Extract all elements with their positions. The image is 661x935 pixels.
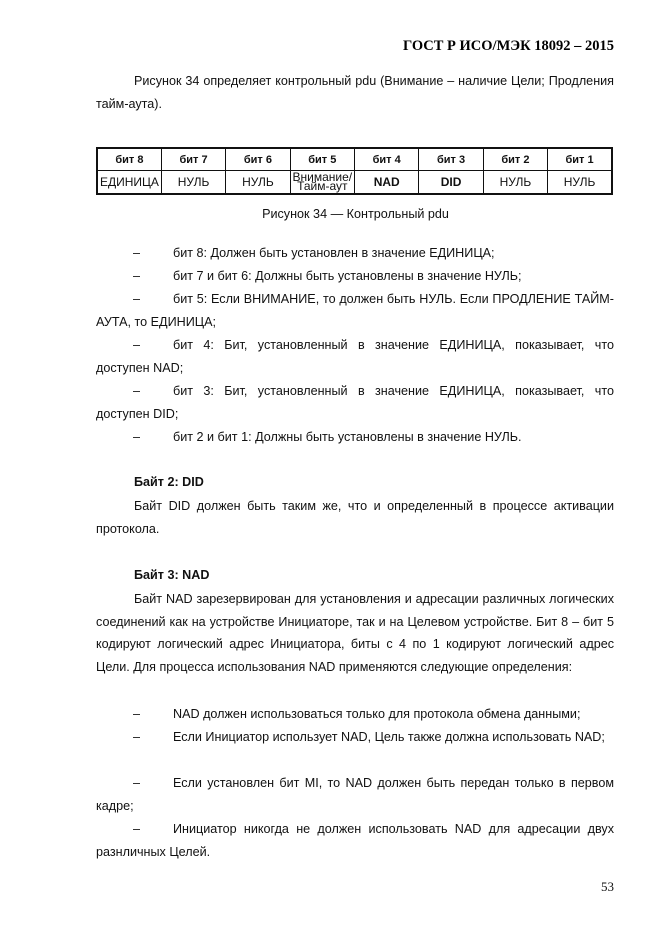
intro-paragraph: Рисунок 34 определяет контрольный pdu (Внимание – наличие Цели; Продления тайм-аута). (96, 74, 614, 111)
list-item (96, 703, 614, 726)
list-item-text: бит 8: Должен быть установлен в значение ЕДИНИЦА; (173, 246, 495, 260)
bit-table-header-row (97, 148, 612, 171)
list-item-text: Если установлен бит MI, то NAD должен быть передан только в первом кадре; (96, 776, 614, 813)
list-item (96, 818, 614, 863)
figure-caption: Рисунок 34 — Контрольный pdu (262, 207, 449, 221)
bullet-dash: – (133, 338, 141, 352)
bit-value: DID (419, 171, 483, 195)
bit-value: NAD (355, 171, 419, 195)
list-item (96, 242, 614, 265)
bit-value: НУЛЬ (161, 171, 225, 195)
list-item (96, 265, 614, 288)
bullet-dash: – (133, 246, 141, 260)
bullet-dash: – (133, 292, 141, 306)
bit-value: Внимание/ Тайм-аут (290, 171, 354, 195)
bit-header: бит 1 (548, 148, 612, 171)
list-item (96, 772, 614, 817)
list-item-text: бит 7 и бит 6: Должны быть установлены в значение НУЛЬ; (173, 269, 522, 283)
bullet-dash: – (133, 707, 141, 721)
bit-header: бит 5 (290, 148, 354, 171)
list-item (96, 334, 614, 379)
bit-header: бит 8 (97, 148, 161, 171)
bit-value: ЕДИНИЦА (97, 171, 161, 195)
bullet-dash: – (133, 776, 141, 790)
bit-header: бит 2 (483, 148, 547, 171)
bit-table-value-row (97, 171, 612, 195)
bullet-dash: – (133, 822, 141, 836)
page-number: 53 (601, 879, 614, 894)
bit-header: бит 6 (226, 148, 290, 171)
list-item-text: бит 5: Если ВНИМАНИЕ, то должен быть НУЛЬ. Если ПРОДЛЕНИЕ ТАЙМ-АУТА, то ЕДИНИЦА; (96, 292, 614, 329)
bullet-dash: – (133, 730, 141, 744)
bit-header: бит 7 (161, 148, 225, 171)
bit-header: бит 3 (419, 148, 483, 171)
list-item-text: Если Инициатор использует NAD, Цель также должна использовать NAD; (173, 730, 605, 744)
list-item (96, 726, 614, 749)
list-item-text: Инициатор никогда не должен использовать NAD для адресации двух разнличных Целей. (96, 822, 614, 859)
section-heading: Байт 2: DID (134, 475, 204, 489)
list-item-text: бит 2 и бит 1: Должны быть установлены в значение НУЛЬ. (173, 430, 522, 444)
list-item (96, 426, 614, 449)
bullet-dash: – (133, 430, 141, 444)
document-header: ГОСТ Р ИСО/МЭК 18092 – 2015 (402, 38, 614, 54)
bit-value: НУЛЬ (483, 171, 547, 195)
bullet-dash: – (133, 384, 141, 398)
list-item (96, 288, 614, 333)
section-heading: Байт 3: NAD (134, 568, 210, 582)
bit-table (96, 147, 613, 195)
bit-value: НУЛЬ (548, 171, 612, 195)
section-paragraph: Байт NAD зарезервирован для установления и адресации различных логических соединений как на устройстве Инициаторе, так и на Целевом устройстве. Бит 8 – бит 5 кодируют логический адрес Инициатора, биты с 4 по 1 кодируют логический адрес Цели. Для процесса использования NAD применяются следующие определения: (96, 592, 614, 674)
list-item (96, 380, 614, 425)
bit-value: НУЛЬ (226, 171, 290, 195)
bullet-dash: – (133, 269, 141, 283)
section-paragraph: Байт DID должен быть таким же, что и определенный в процессе активации протокола. (96, 499, 614, 536)
list-item-text: бит 3: Бит, установленный в значение ЕДИНИЦА, показывает, что доступен DID; (96, 384, 614, 421)
bit-header: бит 4 (355, 148, 419, 171)
list-item-text: бит 4: Бит, установленный в значение ЕДИНИЦА, показывает, что доступен NAD; (96, 338, 614, 375)
list-item-text: NAD должен использоваться только для протокола обмена данными; (173, 707, 581, 721)
